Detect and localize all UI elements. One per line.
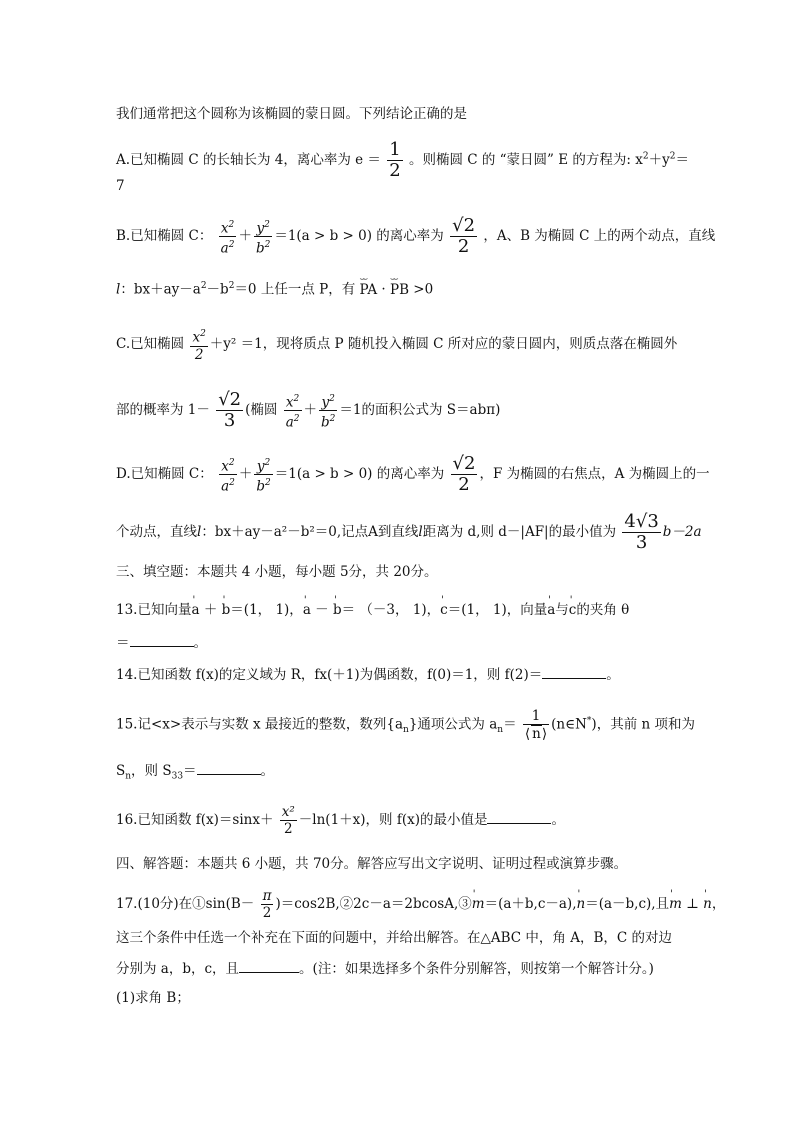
option-b: B.已知椭圆 C： $\frac{x^2}{a^2}$ ＋ $\frac{y^2}{b^2}$ ＝1(a > b > 0) 的离心率为 $\frac{√2}{2}$ ，A、B 为椭圆 C 上的两个动点，直线 xyxy=(116,215,716,257)
option-d: D.已知椭圆 C： $\frac{x^2}{a^2}$ ＋ $\frac{y^2}{b^2}$ ＝1(a > b > 0) 的离心率为 $\frac{√2}{2}$ ，F 为椭圆的右焦点，A 为椭圆上的一 xyxy=(116,453,710,495)
vector-pb: ⌣⌣ PB xyxy=(390,280,409,300)
section-4-heading: 四、解答题：本题共 6 小题，共 70分。解答应写出文字说明、证明过程或演算步骤。 xyxy=(116,856,628,872)
option-c-line2: 部的概率为 1－ $\frac{√2}{3}$ (椭圆 $\frac{x^2}{a^2}$ ＋ $\frac{y^2}{b^2}$ ＝1的面积公式为 S＝abπ) xyxy=(116,389,501,431)
option-c: C.已知椭圆 $\frac{x^2}{2}$ ＋y² ＝1，现将质点 P 随机投入椭圆 C 所对应的蒙日圆内，则质点落在椭圆外 xyxy=(116,326,684,363)
question-16: 16.已知函数 f(x)＝sinx＋ $\frac{\text{x²}}{2}$ －ln(1＋x)，则 f(x)的最小值是 。 xyxy=(116,804,565,837)
question-17-line3: 分别为 a，b，c，且 。(注：如果选择多个条件分别解答，则按第一个解答计分。) xyxy=(116,958,684,979)
answer-blank[interactable] xyxy=(542,664,606,679)
question-15: 15.记<x>表示与实数 x 最接近的整数，数列$\{a_n\}$通项公式为 $a_n=$ $\frac{1}{⟨ n⟩}$ (n∈N*)，其前 n 项和为 xyxy=(116,708,695,742)
option-a-cont: 7 xyxy=(116,178,125,194)
question-14: 14.已知函数 f(x)的定义域为 R，fx(＋1)为偶函数，f(0)＝1，则 f(2)＝ 。 xyxy=(116,664,684,685)
question-13-line2: ＝ 。 xyxy=(116,632,684,653)
intro-text: 我们通常把这个圆称为该椭圆的蒙日圆。下列结论正确的是 xyxy=(116,106,467,122)
answer-blank[interactable] xyxy=(197,760,261,775)
option-d-line2: 个动点，直线l：bx＋ay－a²－b²＝0,记点A到直线l距离为 d,则 d－|AF|的最小值为 $\frac{4√3}{3}$ b－2a xyxy=(116,511,702,553)
section-3-heading: 三、填空题：本题共 4 小题，每小题 5分，共 20分。 xyxy=(116,564,438,580)
option-b-line2: l：$bx+ay-a^2-b^2=0$ 上任一点 P，有 ⌣⌣ PA · ⌣⌣ PB >0 xyxy=(116,276,684,300)
question-17-line2: 这三个条件中任选一个补充在下面的问题中，并给出解答。在△ABC 中，角 A，B，C 的对边 xyxy=(116,930,673,946)
question-13: 13.已知向量' a ＋ ' b＝(1， 1)，' a － ' b＝ （－3， 1)，' c＝(1， 1)，向量' a与' c的夹角 θ xyxy=(116,600,684,620)
vector-pa: ⌣⌣ PA xyxy=(360,280,378,300)
answer-blank[interactable] xyxy=(130,632,194,647)
answer-blank[interactable] xyxy=(487,809,551,824)
question-17: 17.(10分)在①sin(B－ $\frac{\pi}{2}$ )＝cos2B,②2c－a＝2bcosA,③' m＝(a＋b,c－a),' n＝(a－b,c),且' m ⊥ ' n， xyxy=(116,888,684,921)
fraction-half: $\frac{1}{2}$ xyxy=(389,139,401,181)
question-17-part1: (1)求角 B； xyxy=(116,990,190,1006)
question-15-line2: $S_n$，则 $S_{33}=$ 。 xyxy=(116,760,684,787)
option-a: A.已知椭圆 C 的长轴长为 4，离心率为 e ＝ $\frac{1}{2}$ 。则椭圆 C 的 “蒙日圆” E 的方程为: $x^2+y^2=$ xyxy=(116,139,689,181)
answer-blank[interactable] xyxy=(239,958,299,973)
